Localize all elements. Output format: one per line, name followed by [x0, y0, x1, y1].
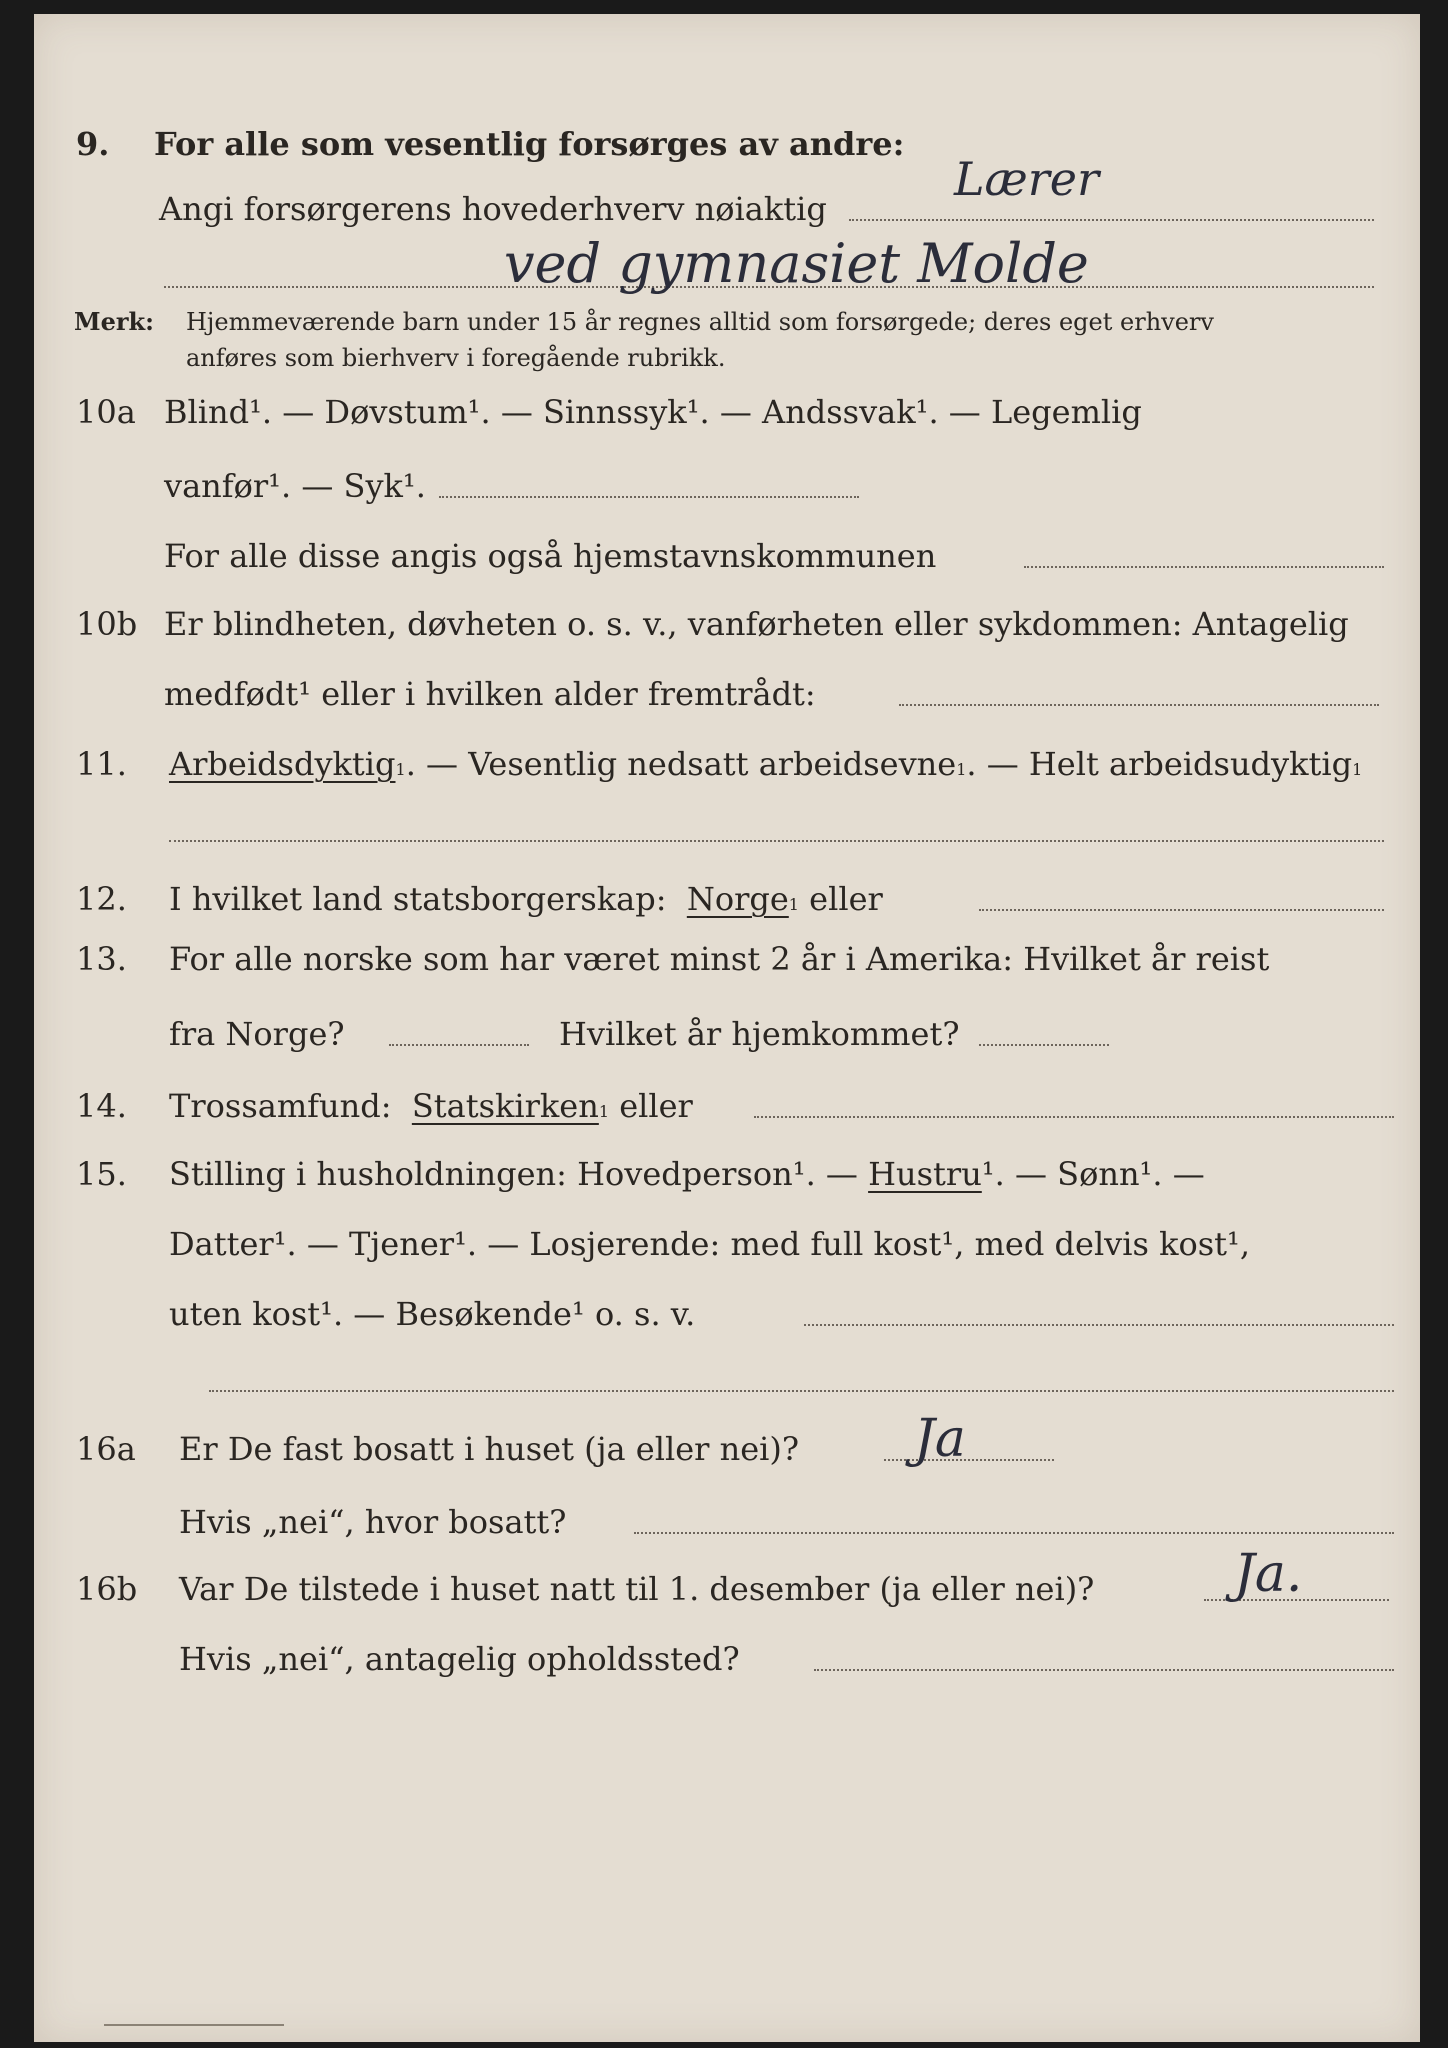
question-text: Arbeidsdyktig 1 . — Vesentlig nedsatt arbeidsevne 1 . — Helt arbeidsudyktig 1 [169, 745, 1363, 783]
question-number: 16b [76, 1570, 138, 1608]
question-number: 16a [76, 1430, 136, 1468]
handwritten-answer: Lærer [954, 152, 1099, 206]
option-text: . — Vesentlig nedsatt arbeidsevne [405, 745, 957, 783]
answer-line[interactable] [209, 1390, 1394, 1392]
selected-option: Statskirken [411, 1087, 599, 1125]
question-text: Hvis „nei“, antagelig opholdssted? [179, 1640, 740, 1678]
question-text: fra Norge? [169, 1015, 345, 1053]
selected-option: Norge [686, 880, 789, 918]
answer-line[interactable] [804, 1324, 1394, 1326]
question-text: Hvis „nei“, hvor bosatt? [179, 1503, 567, 1541]
question-text-part: I hvilket land statsborgerskap: [169, 880, 667, 918]
option-text: eller [619, 1087, 693, 1125]
question-number: 10b [76, 605, 138, 643]
question-text: vanfør¹. — Syk¹. [164, 467, 426, 505]
selected-option: Hustru [868, 1155, 982, 1193]
question-text: medfødt¹ eller i hvilken alder fremtrådt: [164, 675, 816, 713]
answer-line[interactable] [899, 704, 1379, 706]
answer-line[interactable] [439, 496, 859, 498]
question-number: 14. [76, 1087, 127, 1125]
form-page [34, 14, 1420, 2042]
answer-line[interactable] [754, 1116, 1394, 1118]
answer-line[interactable] [634, 1532, 1394, 1534]
note-text: anføres som bierhverv i foregående rubrikk. [186, 344, 726, 372]
handwritten-answer: Ja [914, 1409, 966, 1469]
question-text: Datter¹. — Tjener¹. — Losjerende: med full kost¹, med delvis kost¹, [169, 1225, 1251, 1263]
note-text: Hjemmeværende barn under 15 år regnes alltid som forsørgede; deres eget erhverv [186, 308, 1214, 336]
question-text: uten kost¹. — Besøkende¹ o. s. v. [169, 1295, 696, 1333]
question-text-part: Trossamfund: [169, 1087, 392, 1125]
question-text: Hvilket år hjemkommet? [559, 1015, 960, 1053]
selected-option: Arbeidsdyktig [169, 745, 396, 783]
question-text: Er De fast bosatt i huset (ja eller nei)? [179, 1430, 800, 1468]
option-text: eller [809, 880, 883, 918]
handwritten-answer: Ja. [1234, 1544, 1303, 1604]
question-text: For alle som vesentlig forsørges av andre: [154, 125, 905, 163]
option-text: . — Helt arbeidsudyktig [966, 745, 1353, 783]
note-label: Merk: [74, 307, 154, 336]
answer-line[interactable] [1024, 566, 1384, 568]
question-text [164, 392, 1142, 432]
question-number: 13. [76, 940, 127, 978]
answer-line[interactable] [884, 1459, 1054, 1461]
answer-line[interactable] [814, 1669, 1394, 1671]
question-text: I hvilket land statsborgerskap: Norge 1 eller [169, 880, 883, 918]
question-text: For alle disse angis også hjemstavnskommunen [164, 537, 937, 575]
answer-line[interactable] [979, 909, 1384, 911]
question-text: For alle norske som har været minst 2 år i Amerika: Hvilket år reist [169, 940, 1270, 978]
handwritten-answer: ved gymnasiet Molde [504, 232, 1089, 295]
census-form [34, 14, 1420, 2042]
question-number: 10a [76, 393, 136, 431]
question-text: Er blindheten, døvheten o. s. v., vanførheten eller sykdommen: Antagelig [164, 605, 1349, 643]
question-number: 12. [76, 880, 127, 918]
footer-rule [104, 2024, 284, 2026]
answer-line[interactable] [849, 219, 1374, 221]
question-number: 15. [76, 1155, 127, 1193]
question-text [169, 1154, 1205, 1194]
question-text-part: ¹. — Sønn¹. — [981, 1155, 1205, 1193]
answer-line[interactable] [979, 1044, 1109, 1046]
answer-line[interactable] [169, 840, 1384, 842]
question-text: Trossamfund: Statskirken 1 eller [169, 1087, 693, 1125]
question-number: 11. [76, 745, 127, 783]
answer-line[interactable] [389, 1044, 529, 1046]
question-text-part: Blind¹. — Døvstum¹. — Sinnssyk¹. — Andssvak¹. — Legemlig [164, 393, 1142, 431]
question-text-part: Stilling i husholdningen: Hovedperson¹. — [169, 1155, 858, 1193]
question-number: 9. [76, 125, 110, 163]
question-text: Var De tilstede i huset natt til 1. desember (ja eller nei)? [179, 1570, 1095, 1608]
question-text: Angi forsørgerens hovederhverv nøiaktig [159, 190, 827, 228]
